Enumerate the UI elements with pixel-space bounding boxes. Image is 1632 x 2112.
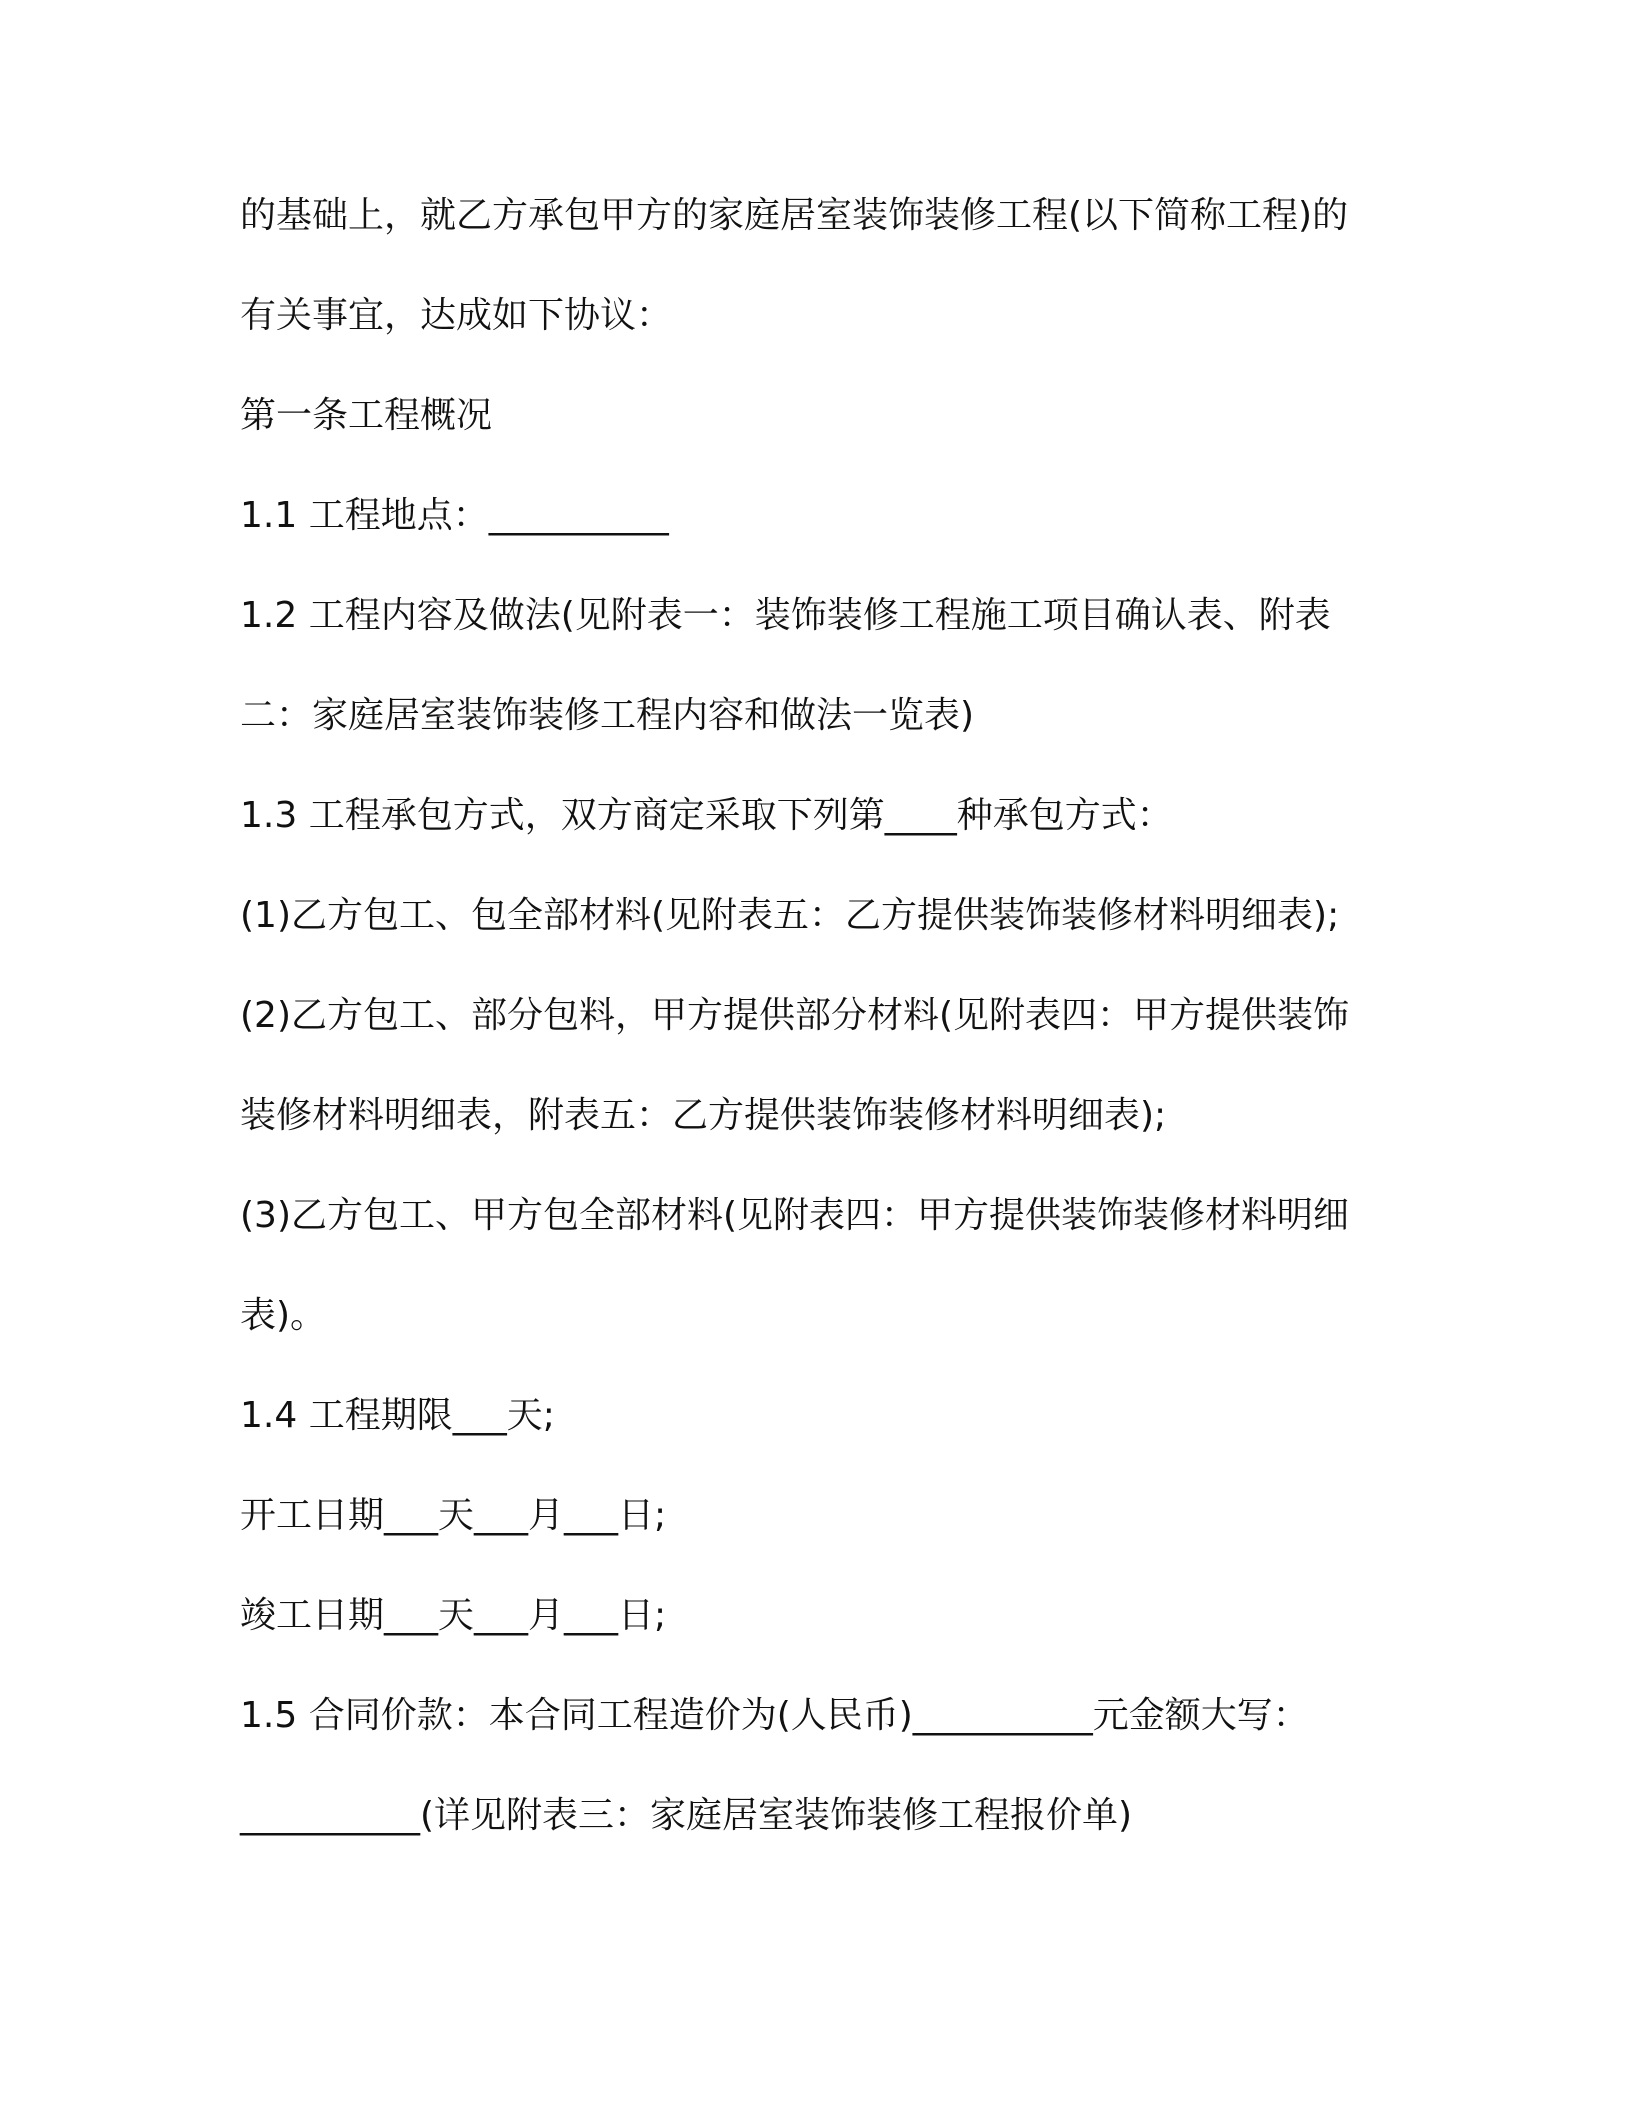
option-line: (1)乙方包工、包全部材料(见附表五：乙方提供装饰装修材料明细表);: [240, 895, 1340, 936]
option-line: (3)乙方包工、甲方包全部材料(见附表四：甲方提供装饰装修材料明细: [240, 1195, 1350, 1236]
paragraph-line: 有关事宜，达成如下协议：: [240, 295, 673, 336]
clause-line: 1.5 合同价款：本合同工程造价为(人民币)__________元金额大写：: [240, 1695, 1309, 1736]
clause-line: 二：家庭居室装饰装修工程内容和做法一览表): [240, 695, 975, 736]
date-line: 开工日期___天___月___日;: [240, 1495, 667, 1536]
clause-line: 1.1 工程地点：__________: [240, 495, 669, 536]
section-heading: 第一条工程概况: [240, 395, 493, 436]
clause-line: 1.3 工程承包方式，双方商定采取下列第____种承包方式：: [240, 795, 1173, 836]
clause-line: 1.4 工程期限___天;: [240, 1395, 555, 1436]
clause-line: __________(详见附表三：家庭居室装饰装修工程报价单): [240, 1795, 1133, 1836]
paragraph-line: 的基础上，就乙方承包甲方的家庭居室装饰装修工程(以下简称工程)的: [240, 195, 1349, 236]
clause-line: 1.2 工程内容及做法(见附表一：装饰装修工程施工项目确认表、附表: [240, 595, 1331, 636]
date-line: 竣工日期___天___月___日;: [240, 1595, 667, 1636]
option-line: (2)乙方包工、部分包料，甲方提供部分材料(见附表四：甲方提供装饰: [240, 995, 1350, 1036]
option-line: 表)。: [240, 1295, 327, 1336]
option-line: 装修材料明细表，附表五：乙方提供装饰装修材料明细表);: [240, 1095, 1167, 1136]
